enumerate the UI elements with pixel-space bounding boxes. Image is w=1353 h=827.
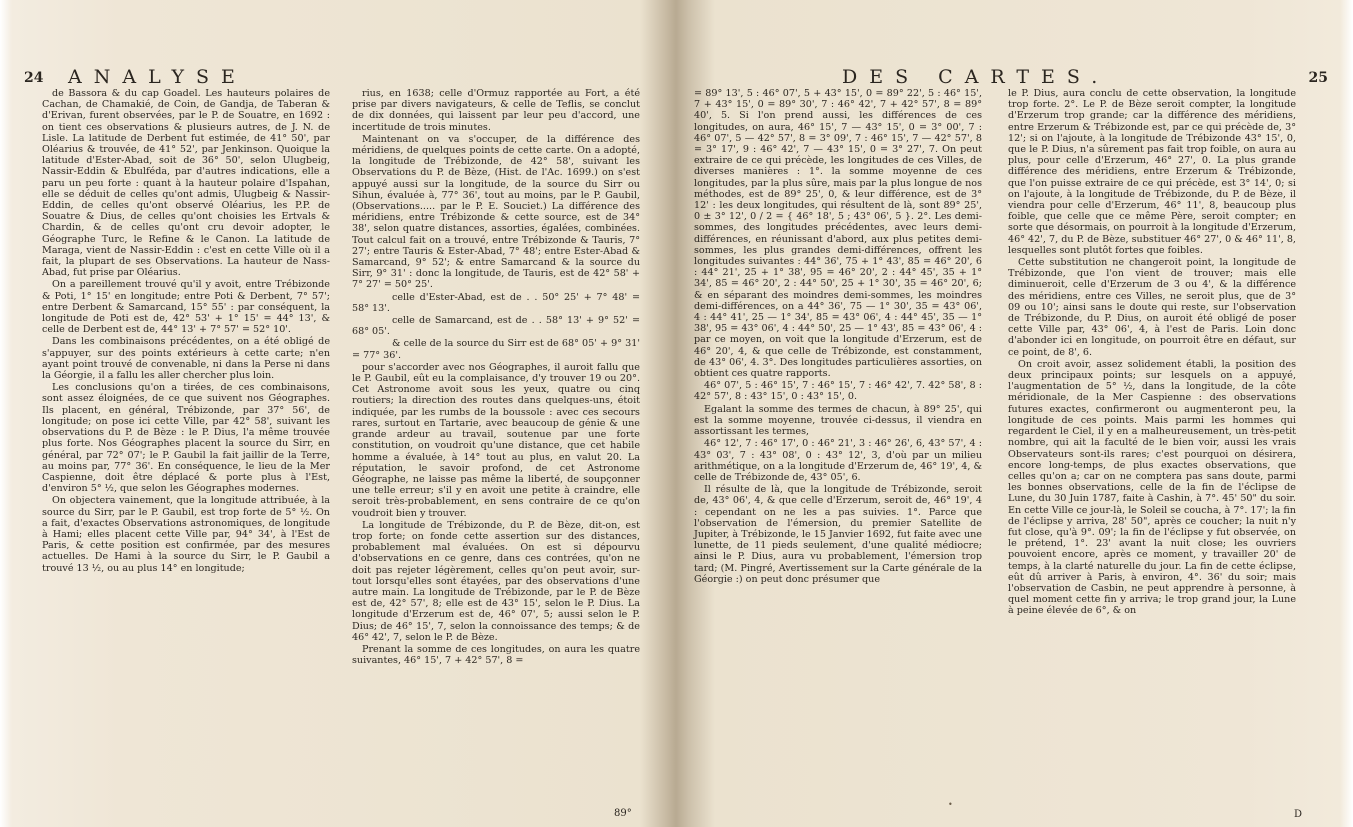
calc-line: celle d'Ester-Abad, est de . . 50° 25' + 7° 48' = 58° 13'. [352,291,640,314]
paragraph: On croit avoir, assez solidement établi, la position des deux principaux points; sur lesquels on a appuyé, l'augmentation de 5° ½, dans la longitude, de la côte méridionale, de la Mer Caspienne : des observations futures exactes, confirmeront ou augmenteront peu, la longitude de ces points. Mais parmi les hommes qui regardent le Ciel, il y en a malheureusement, un très-petit nombre, qui ait la faculté de le bien voir, aussi les vrais Observateurs sont-ils rares; c'est pourquoi on désirera, encore long-temps, de plus exactes observations, que celles qu'on a; car on ne comptera pas sans doute, parmi les bonnes observations, celle de la fin de l'éclipse de Lune, du 30 Juin 1787, faite à Cashin, à 7°. 45' 50" du soir. En cette Ville ce jour-là, le Soleil se coucha, à 7°. 17'; la fin de l'éclipse y arriva, 28' 50", après ce coucher; la nuit n'y fut close, qu'à 9°. 09'; la fin de l'éclipse y fut observée, on le prétend, 1°. 23' avant la nuit close; les ouvriers pouvoient encore, après ce moment, y travailler 20' de temps, à la clarté naturelle du jour. La fin de cette éclipse, eût dû arriver à Paris, à environ, 4°. 36' du soir; mais l'observation de Casbin, ne peut apprendre à personne, à quel moment cette fin y arriva; le trop grand jour, la Lune à peine élevée de 6°, & on [1008,358,1296,617]
paragraph: Maintenant on va s'occuper, de la différence des méridiens, de quelques points de cette carte. On a adopté, la longitude de Trébizonde, de 42° 58', suivant les Observations du P. de Bèze, (Hist. de l'Ac. 1699.) on s'est appuyé aussi sur la longitude, de la source du Sirr ou Sihun, évaluée à, 77° 36', tout au moins, par le P. Gaubil, (Observations..... par le P. E. Souciet.) La différence des méridiens, entre Trébizonde & cette source, est de 34° 38', selon quatre distances, assorties, égalées, combinées. Tout calcul fait on a trouvé, entre Trébizonde & Tauris, 7° 27'; entre Tauris & Ester-Abad, 7° 48'; entre Ester-Abad & Samarcand, 9° 52'; & entre Samarcand & la source du Sirr, 9° 31' : donc la longitude, de Tauris, est de 42° 58' + 7° 27' = 50° 25'. [352,133,640,291]
signature-mark: D [1294,809,1303,820]
page-number: 25 [1308,70,1328,86]
left-page [14,0,664,827]
paragraph: Cette substitution ne changeroit point, la longitude de Trébizonde, que l'on vient de trouver; mais elle diminueroit, celle d'Erzerum de 3 ou 4', & la différence des méridiens, entre ces Villes, ne seroit plus, que de 3° 09 ou 10'; ainsi sans le doute qui reste, sur l'observation de Trébizonde, du P. Dius, on auroit été obligé de poser cette Ville par, 43° 06', 4, à l'est de Paris. Loin donc d'abonder ici en longitude, on pourroit être en défaut, sur ce point, de 8', 6. [1008,257,1296,358]
text-column-2 [352,88,640,666]
calc-line: 46° 12', 7 : 46° 17', 0 : 46° 21', 3 : 46° 26', 6, 43° 57', 4 : 43° 03', 7 : 43° 08', 0 : 43° 12', 3, d'où par un milieu arithmétique, on a la longitude d'Erzerum de, 46° 19', 4, & celle de Trébizonde de, 43° 05', 6. [694,438,982,483]
paragraph: rius, en 1638; celle d'Ormuz rapportée au Fort, a été prise par divers navigateurs, & celle de Teflis, se conclut de dix données, qui laissent par leur peu d'accord, une incertitude de trois minutes. [352,88,640,133]
paragraph: pour s'accorder avec nos Géographes, il auroit fallu que le P. Gaubil, eût eu la complaisance, d'y trouver 19 ou 20°. Cet Astronome avoit sous les yeux, quatre ou cinq routiers; la direction des routes dans quelques-uns, étoit indiquée, par les rumbs de la boussole : avec ces secours rares, surtout en Tartarie, avec beaucoup de génie & une grande ardeur au travail, soutenue par une forte constitution, on voudroit qu'une distance, que cet habile homme a évaluée, à 14° tout au plus, en valut 20. La réputation, le savoir profond, de cet Astronome Géographe, ne laisse pas même la liberté, de soupçonner une telle erreur; s'il y en avoit une petite à craindre, elle seroit très-probablement, en sens contraire de ce qu'on voudroit bien y trouver. [352,361,640,519]
calc-line: & celle de la source du Sirr est de 68° 05' + 9° 31' = 77° 36'. [352,338,640,361]
calc-line: celle de Samarcand, est de . . 58° 13' + 9° 52' = 68° 05'. [352,315,640,338]
text-column-1 [694,88,982,585]
paragraph: Prenant la somme de ces longitudes, on aura les quatre suivantes, 46° 15', 7 + 42° 57', 8 = [352,643,640,667]
calc-line: 46° 07', 5 : 46° 15', 7 : 46° 15', 7 : 46° 42', 7. 42° 58', 8 : 42° 57', 8 : 43° 15', 0 : 43° 15', 0. [694,380,982,403]
text-column-2 [1008,88,1296,617]
right-page [690,0,1340,827]
paragraph: le P. Dius, aura conclu de cette observation, la longitude trop forte. 2°. Le P. de Bèze seroit compter, la longitude d'Erzerum trop grande; car la différence des méridiens, entre Erzerum & Trébizonde est, par ce qui précède de, 3° 12'; si on l'ajoute, à la longitude de Trébizonde 43° 15', 0, que le P. Dius, n'a sûrement pas fait trop foible, on aura au plus, pour celle d'Erzerum, 46° 27', 0. La plus grande différence des méridiens, entre Erzerum & Trébizonde, que l'on puisse extraire de ce qui précède, est 3° 14', 0; si on l'ajoute, à la longitude de Trébizonde, du P. de Bèze, il viendra pour celle d'Erzerum, 46° 11', 8, beaucoup plus foible, que celle que ce même Père, seroit compter; en sorte que désormais, on pourroit à la longitude d'Erzerum, 46° 42', 7, du P. de Bèze, substituer 46° 27', 0 & 46° 11', 8, lesquelles sont plutôt fortes que foibles. [1008,88,1296,256]
paragraph: Il résulte de là, que la longitude de Trébizonde, seroit de, 43° 06', 4, & que celle d'Erzerum, seroit de, 46° 19', 4 : cependant on ne les a pas suivies. 1°. Parce que l'observation de l'émersion, du premier Satellite de Jupiter, à Trébizonde, le 15 Janvier 1692, fut faite avec une lunette, de 11 pieds seulement, d'une qualité médiocre; ainsi le P. Dius, aura vu probablement, l'émersion trop tard; (M. Pingré, Avertissement sur la Carte générale de la Géorgie :) on peut donc présumer que [694,484,982,585]
paragraph: Egalant la somme des termes de chacun, à 89° 25', qui est la somme moyenne, trouvée ci-dessus, il viendra en assortissant les termes, [694,403,982,438]
dot-mark: • [948,800,953,809]
paragraph: On a pareillement trouvé qu'il y avoit, entre Trébizonde & Poti, 1° 15' en longitude; entre Poti & Derbent, 7° 57'; entre Derbent & Samarcand, 15° 55' : par conséquent, la longitude de Poti est de, 42° 53' + 1° 15' = 44° 13', & celle de Derbent est de, 44° 13' + 7° 57' = 52° 10'. [42,279,330,336]
text-column-1 [42,88,330,574]
paragraph: La longitude de Trébizonde, du P. de Bèze, dit-on, est trop forte; on fonde cette assertion sur des distances, probablement mal évaluées. On est si dépourvu d'observations en ce genre, dans ces contrées, qu'on ne doit pas rejeter légèrement, celles qu'on peut avoir, sur-tout lorsqu'elles sont étayées, par des observations d'une autre main. La longitude de Trébizonde, par le P. de Bèze est de, 42° 57', 8; elle est de 43° 15', selon le P. Dius. La longitude d'Erzerum est de, 46° 07', 5; aussi selon le P. Dius; de 46° 15', 7, selon la connoissance des temps; & de 46° 42', 7, selon le P. de Bèze. [352,519,640,643]
paragraph: On objectera vainement, que la longitude attribuée, à la source du Sirr, par le P. Gaubil, est trop forte de 5° ½. On a fait, d'exactes Observations astronomiques, de longitude à Hami; elles placent cette Ville par, 94° 34', à l'Est de Paris, & cette position est confirmée, par des mesures actuelles. De Hami à la source du Sirr, le P. Gaubil a trouvé 13 ½, ou au plus 14° en longitude; [42,495,330,574]
paragraph: = 89° 13', 5 : 46° 07', 5 + 43° 15', 0 = 89° 22', 5 : 46° 15', 7 + 43° 15', 0 = 89° 30', 7 : 46° 42', 7 + 42° 57', 8 = 89° 40', 5. Si l'on prend aussi, les différences de ces longitudes, on aura, 46° 15', 7 — 43° 15', 0 = 3° 00', 7 : 46° 07', 5 — 42° 57', 8 = 3° 09', 7 : 46° 15', 7 — 42° 57', 8 = 3° 17', 9 : 46° 42', 7 — 43° 15', 0 = 3° 27', 7. On peut extraire de ce qui précède, les longitudes de ces Villes, de diverses manières : 1°. la somme moyenne de ces longitudes, par la plus sûre, mais par la plus longue de nos méthodes, est de 89° 25', 0, & leur différence, est de 3° 12' : les deux longitudes, qui résultent de là, sont 89° 25', 0 ± 3° 12', 0 / 2 = { 46° 18', 5 ; 43° 06', 5 }. 2°. Les demi-sommes, des longitudes précédentes, avec leurs demi-différences, en réunissant d'abord, aux plus petites demi-sommes, les plus grandes demi-différences, offrent les longitudes suivantes : 44° 36', 75 + 1° 43', 85 = 46° 20', 6 : 44° 21', 25 + 1° 38', 95 = 46° 20', 2 : 44° 45', 35 + 1° 34', 85 = 46° 20', 2 : 44° 50', 25 + 1° 30', 35 = 46° 20', 6; & en séparant des moindres demi-sommes, les moindres demi-différences, on a 44° 36', 75 — 1° 30', 35 = 43° 06', 4 : 44° 41', 25 — 1° 34', 85 = 43° 06', 4 : 44° 45', 35 — 1° 38', 95 = 43° 06', 4 : 44° 50', 25 — 1° 43', 85 = 43° 06', 4 : par ce moyen, on voit que la longitude d'Erzerum, est de 46° 20', 4, & que celle de Trébizonde, est constamment, de 43° 06', 4. 3°. Des longitudes particulières assorties, on obtient ces quatre rapports. [694,88,982,380]
running-head: DES CARTES. [842,66,1110,88]
paragraph: Dans les combinaisons précédentes, on a été obligé de s'appuyer, sur des points extérieurs à cette carte; n'en ayant point trouvé de convenable, ni dans la Perse ni dans la Géorgie, il a fallu les aller chercher plus loin. [42,336,330,382]
paragraph: de Bassora & du cap Goadel. Les hauteurs polaires de Cachan, de Chamakié, de Coin, de Gandja, de Taberan & d'Erivan, furent observées, par le P. de Souatre, en 1692 : on tient ces observations & plusieurs autres, de J. N. de Lisle. La latitude de Derbent fut estimée, de 41° 50', par Oléarius & trouvée, de 41° 52', par Jenkinson. Quoique la latitude d'Ester-Abad, soit de 36° 50', selon Ulugbeig, Nassir-Eddin & Ebulféda, par d'autres indications, elle a paru un peu forte : quant à la hauteur polaire d'Ispahan, elle se déduit de celles qu'ont admis, Ulugbeig & Nassir-Eddin, de celles qu'ont observé Oléarius, les P.P. de Souatre & Dius, de celles qu'ont choisies les Ertvals & Chardin, & de celles qu'ont cru devoir adopter, le Géographe Turc, le Refine & le Canon. La latitude de Maraga, vient de Nassir-Eddin : c'est en cette Ville où il a fait, la plupart de ses Observations. La hauteur de Nass-Abad, fut prise par Oléarius. [42,88,330,279]
paragraph: Les conclusions qu'on a tirées, de ces combinaisons, sont assez éloignées, de ce que suivent nos Géographes. Ils placent, en général, Trébizonde, par 37° 56', de longitude; on pose ici cette Ville, par 42° 58', suivant les observations du P. de Bèze : le P. Dius, l'a même trouvée plus forte. Nos Géographes placent la source du Sirr, en général, par 72° 07'; le P. Gaubil la fait jaillir de la Terre, au moins par, 77° 36'. En conséquence, le lieu de la Mer Caspienne, doit être déplacé & porte plus à l'Est, d'environ 5° ½, que selon les Géographes modernes. [42,382,330,495]
catchword: 89° [614,808,632,819]
page-number: 24 [24,70,44,86]
running-head: ANALYSE [68,66,247,88]
